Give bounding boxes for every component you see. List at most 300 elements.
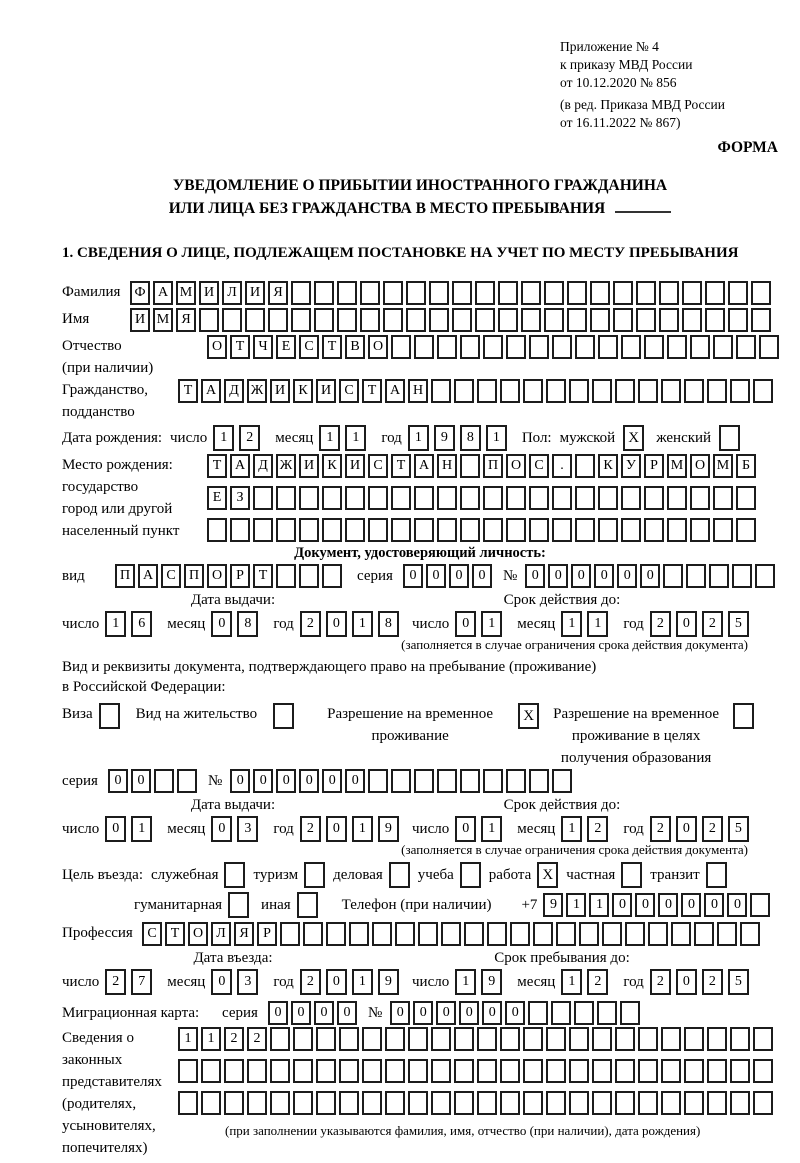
form-cell[interactable] <box>684 1091 704 1115</box>
form-cell[interactable] <box>575 454 595 478</box>
form-cell[interactable]: 0 <box>436 1001 456 1025</box>
form-cell[interactable] <box>533 922 553 946</box>
form-cell[interactable] <box>523 1091 543 1115</box>
form-cell[interactable] <box>454 379 474 403</box>
form-cell[interactable] <box>385 1091 405 1115</box>
form-cell[interactable] <box>613 281 633 305</box>
form-cell[interactable]: . <box>552 454 572 478</box>
form-cell[interactable]: 3 <box>237 816 258 842</box>
form-cell[interactable] <box>638 1091 658 1115</box>
form-cell[interactable]: 0 <box>482 1001 502 1025</box>
form-cell[interactable] <box>276 518 296 542</box>
form-cell[interactable] <box>750 893 770 917</box>
form-cell[interactable]: 0 <box>211 816 232 842</box>
form-cell[interactable] <box>753 1059 773 1083</box>
form-cell[interactable]: Н <box>437 454 457 478</box>
form-cell[interactable] <box>759 335 779 359</box>
form-cell[interactable] <box>483 335 503 359</box>
form-cell[interactable] <box>552 769 572 793</box>
form-cell[interactable] <box>437 486 457 510</box>
form-cell[interactable]: О <box>207 564 227 588</box>
edu-residence-checkbox[interactable] <box>733 703 754 729</box>
form-cell[interactable] <box>682 308 702 332</box>
form-cell[interactable]: З <box>230 486 250 510</box>
form-cell[interactable]: П <box>184 564 204 588</box>
form-cell[interactable] <box>615 1091 635 1115</box>
form-cell[interactable]: 0 <box>612 893 632 917</box>
form-cell[interactable]: Т <box>207 454 227 478</box>
form-cell[interactable]: 0 <box>276 769 296 793</box>
form-cell[interactable]: Ч <box>253 335 273 359</box>
form-cell[interactable] <box>523 1059 543 1083</box>
form-cell[interactable] <box>644 518 664 542</box>
form-cell[interactable] <box>454 1091 474 1115</box>
form-cell[interactable] <box>270 1027 290 1051</box>
form-cell[interactable]: Т <box>230 335 250 359</box>
form-cell[interactable] <box>316 1091 336 1115</box>
form-cell[interactable] <box>546 1091 566 1115</box>
form-cell[interactable] <box>529 486 549 510</box>
form-cell[interactable] <box>362 1091 382 1115</box>
form-cell[interactable]: 0 <box>326 816 347 842</box>
form-cell[interactable] <box>483 486 503 510</box>
form-cell[interactable]: Л <box>211 922 231 946</box>
form-cell[interactable] <box>247 1091 267 1115</box>
form-cell[interactable]: 0 <box>326 611 347 637</box>
form-cell[interactable] <box>736 486 756 510</box>
temp-residence-checkbox[interactable]: X <box>518 703 539 729</box>
form-cell[interactable] <box>592 379 612 403</box>
purpose-humanitarian-checkbox[interactable] <box>228 892 249 918</box>
form-cell[interactable] <box>339 1059 359 1083</box>
form-cell[interactable]: М <box>713 454 733 478</box>
form-cell[interactable] <box>475 281 495 305</box>
form-cell[interactable] <box>730 1091 750 1115</box>
form-cell[interactable] <box>293 1027 313 1051</box>
form-cell[interactable] <box>487 922 507 946</box>
form-cell[interactable]: 1 <box>213 425 234 451</box>
form-cell[interactable]: 2 <box>247 1027 267 1051</box>
form-cell[interactable] <box>661 1059 681 1083</box>
form-cell[interactable] <box>707 1091 727 1115</box>
form-cell[interactable] <box>523 1027 543 1051</box>
form-cell[interactable] <box>460 486 480 510</box>
form-cell[interactable] <box>551 1001 571 1025</box>
form-cell[interactable]: С <box>339 379 359 403</box>
form-cell[interactable]: 1 <box>319 425 340 451</box>
form-cell[interactable] <box>569 379 589 403</box>
form-cell[interactable]: 1 <box>201 1027 221 1051</box>
form-cell[interactable]: Т <box>362 379 382 403</box>
form-cell[interactable]: 0 <box>455 611 476 637</box>
form-cell[interactable]: 1 <box>352 969 373 995</box>
form-cell[interactable] <box>506 518 526 542</box>
form-cell[interactable]: С <box>161 564 181 588</box>
form-cell[interactable]: 2 <box>587 816 608 842</box>
form-cell[interactable]: 0 <box>571 564 591 588</box>
form-cell[interactable] <box>567 308 587 332</box>
form-cell[interactable] <box>751 308 771 332</box>
form-cell[interactable] <box>293 1059 313 1083</box>
form-cell[interactable]: 0 <box>253 769 273 793</box>
form-cell[interactable]: 2 <box>650 969 671 995</box>
form-cell[interactable]: 1 <box>131 816 152 842</box>
form-cell[interactable] <box>590 308 610 332</box>
form-cell[interactable] <box>736 518 756 542</box>
form-cell[interactable] <box>431 1059 451 1083</box>
purpose-transit-checkbox[interactable] <box>706 862 727 888</box>
form-cell[interactable]: С <box>529 454 549 478</box>
form-cell[interactable] <box>690 518 710 542</box>
form-cell[interactable]: У <box>621 454 641 478</box>
form-cell[interactable] <box>506 486 526 510</box>
form-cell[interactable] <box>201 1091 221 1115</box>
form-cell[interactable] <box>521 308 541 332</box>
form-cell[interactable]: 0 <box>681 893 701 917</box>
form-cell[interactable]: 6 <box>131 611 152 637</box>
form-cell[interactable] <box>383 308 403 332</box>
form-cell[interactable] <box>222 308 242 332</box>
form-cell[interactable] <box>418 922 438 946</box>
form-cell[interactable]: И <box>299 454 319 478</box>
form-cell[interactable] <box>385 1059 405 1083</box>
form-cell[interactable] <box>360 281 380 305</box>
form-cell[interactable] <box>500 1059 520 1083</box>
form-cell[interactable] <box>431 1091 451 1115</box>
form-cell[interactable] <box>713 335 733 359</box>
form-cell[interactable] <box>730 379 750 403</box>
form-cell[interactable] <box>326 922 346 946</box>
form-cell[interactable]: 1 <box>455 969 476 995</box>
form-cell[interactable] <box>707 379 727 403</box>
form-cell[interactable]: 2 <box>300 611 321 637</box>
form-cell[interactable]: О <box>690 454 710 478</box>
form-cell[interactable] <box>199 308 219 332</box>
form-cell[interactable]: О <box>207 335 227 359</box>
form-cell[interactable]: Я <box>176 308 196 332</box>
form-cell[interactable] <box>592 1091 612 1115</box>
form-cell[interactable]: 2 <box>650 611 671 637</box>
form-cell[interactable]: 0 <box>211 969 232 995</box>
form-cell[interactable] <box>620 1001 640 1025</box>
form-cell[interactable]: 0 <box>459 1001 479 1025</box>
form-cell[interactable] <box>546 1059 566 1083</box>
form-cell[interactable] <box>299 486 319 510</box>
form-cell[interactable] <box>638 1059 658 1083</box>
form-cell[interactable] <box>636 281 656 305</box>
form-cell[interactable] <box>224 1091 244 1115</box>
form-cell[interactable] <box>644 335 664 359</box>
form-cell[interactable] <box>452 281 472 305</box>
form-cell[interactable]: 0 <box>525 564 545 588</box>
form-cell[interactable] <box>460 454 480 478</box>
form-cell[interactable] <box>569 1059 589 1083</box>
form-cell[interactable]: Т <box>322 335 342 359</box>
form-cell[interactable] <box>621 335 641 359</box>
form-cell[interactable]: П <box>115 564 135 588</box>
form-cell[interactable] <box>690 486 710 510</box>
form-cell[interactable]: 1 <box>486 425 507 451</box>
form-cell[interactable]: Р <box>230 564 250 588</box>
form-cell[interactable] <box>299 564 319 588</box>
form-cell[interactable] <box>385 1027 405 1051</box>
form-cell[interactable] <box>753 1091 773 1115</box>
form-cell[interactable] <box>460 518 480 542</box>
form-cell[interactable] <box>556 922 576 946</box>
form-cell[interactable] <box>592 1059 612 1083</box>
form-cell[interactable] <box>602 922 622 946</box>
form-cell[interactable]: 2 <box>239 425 260 451</box>
form-cell[interactable]: Н <box>408 379 428 403</box>
form-cell[interactable]: 2 <box>224 1027 244 1051</box>
form-cell[interactable] <box>441 922 461 946</box>
form-cell[interactable] <box>615 1027 635 1051</box>
form-cell[interactable] <box>707 1027 727 1051</box>
form-cell[interactable] <box>345 486 365 510</box>
form-cell[interactable] <box>293 1091 313 1115</box>
purpose-study-checkbox[interactable] <box>460 862 481 888</box>
form-cell[interactable] <box>270 1091 290 1115</box>
form-cell[interactable] <box>575 335 595 359</box>
form-cell[interactable]: 0 <box>426 564 446 588</box>
form-cell[interactable] <box>667 486 687 510</box>
form-cell[interactable]: Р <box>257 922 277 946</box>
form-cell[interactable]: 8 <box>378 611 399 637</box>
form-cell[interactable] <box>529 518 549 542</box>
form-cell[interactable]: С <box>142 922 162 946</box>
form-cell[interactable]: 0 <box>230 769 250 793</box>
form-cell[interactable] <box>498 281 518 305</box>
form-cell[interactable] <box>709 564 729 588</box>
form-cell[interactable]: 1 <box>481 611 502 637</box>
form-cell[interactable] <box>552 518 572 542</box>
form-cell[interactable] <box>303 922 323 946</box>
form-cell[interactable] <box>454 1059 474 1083</box>
form-cell[interactable]: И <box>345 454 365 478</box>
form-cell[interactable] <box>437 769 457 793</box>
form-cell[interactable] <box>477 1027 497 1051</box>
form-cell[interactable] <box>460 769 480 793</box>
form-cell[interactable]: 1 <box>352 816 373 842</box>
purpose-tourism-checkbox[interactable] <box>304 862 325 888</box>
form-cell[interactable]: Ф <box>130 281 150 305</box>
form-cell[interactable]: С <box>368 454 388 478</box>
form-cell[interactable] <box>684 379 704 403</box>
form-cell[interactable] <box>429 281 449 305</box>
form-cell[interactable] <box>391 518 411 542</box>
form-cell[interactable] <box>362 1059 382 1083</box>
sex-male-checkbox[interactable]: X <box>623 425 644 451</box>
form-cell[interactable]: 0 <box>345 769 365 793</box>
residence-permit-checkbox[interactable] <box>273 703 294 729</box>
form-cell[interactable]: 9 <box>378 816 399 842</box>
form-cell[interactable]: Ж <box>247 379 267 403</box>
form-cell[interactable] <box>177 769 197 793</box>
form-cell[interactable]: 1 <box>589 893 609 917</box>
visa-checkbox[interactable] <box>99 703 120 729</box>
form-cell[interactable] <box>339 1027 359 1051</box>
form-cell[interactable]: 2 <box>300 816 321 842</box>
form-cell[interactable] <box>276 486 296 510</box>
form-cell[interactable] <box>337 281 357 305</box>
form-cell[interactable] <box>414 335 434 359</box>
form-cell[interactable]: 0 <box>403 564 423 588</box>
form-cell[interactable] <box>349 922 369 946</box>
form-cell[interactable]: 1 <box>345 425 366 451</box>
form-cell[interactable]: 1 <box>408 425 429 451</box>
form-cell[interactable] <box>276 564 296 588</box>
sex-female-checkbox[interactable] <box>719 425 740 451</box>
form-cell[interactable] <box>454 1027 474 1051</box>
form-cell[interactable] <box>613 308 633 332</box>
form-cell[interactable] <box>368 486 388 510</box>
form-cell[interactable]: 0 <box>322 769 342 793</box>
form-cell[interactable]: 0 <box>727 893 747 917</box>
form-cell[interactable] <box>391 486 411 510</box>
form-cell[interactable] <box>345 518 365 542</box>
form-cell[interactable] <box>207 518 227 542</box>
form-cell[interactable] <box>544 281 564 305</box>
form-cell[interactable] <box>316 1059 336 1083</box>
form-cell[interactable] <box>740 922 760 946</box>
form-cell[interactable] <box>728 308 748 332</box>
form-cell[interactable]: Т <box>165 922 185 946</box>
form-cell[interactable] <box>431 379 451 403</box>
form-cell[interactable]: А <box>230 454 250 478</box>
form-cell[interactable]: Е <box>276 335 296 359</box>
form-cell[interactable]: 0 <box>594 564 614 588</box>
form-cell[interactable]: Е <box>207 486 227 510</box>
form-cell[interactable]: 7 <box>131 969 152 995</box>
form-cell[interactable] <box>682 281 702 305</box>
form-cell[interactable]: 3 <box>237 969 258 995</box>
form-cell[interactable]: 8 <box>237 611 258 637</box>
form-cell[interactable] <box>528 1001 548 1025</box>
form-cell[interactable] <box>686 564 706 588</box>
form-cell[interactable]: К <box>293 379 313 403</box>
form-cell[interactable]: М <box>176 281 196 305</box>
form-cell[interactable]: 2 <box>702 969 723 995</box>
form-cell[interactable] <box>322 486 342 510</box>
form-cell[interactable] <box>705 308 725 332</box>
form-cell[interactable]: 0 <box>131 769 151 793</box>
purpose-work-checkbox[interactable]: X <box>537 862 558 888</box>
form-cell[interactable]: Т <box>391 454 411 478</box>
form-cell[interactable] <box>429 308 449 332</box>
purpose-other-checkbox[interactable] <box>297 892 318 918</box>
form-cell[interactable] <box>322 564 342 588</box>
form-cell[interactable]: 0 <box>413 1001 433 1025</box>
form-cell[interactable] <box>253 518 273 542</box>
form-cell[interactable] <box>659 281 679 305</box>
form-cell[interactable]: 1 <box>561 969 582 995</box>
form-cell[interactable] <box>707 1059 727 1083</box>
form-cell[interactable] <box>500 1091 520 1115</box>
form-cell[interactable] <box>408 1027 428 1051</box>
form-cell[interactable]: 0 <box>548 564 568 588</box>
form-cell[interactable] <box>638 1027 658 1051</box>
form-cell[interactable]: 0 <box>337 1001 357 1025</box>
form-cell[interactable]: И <box>270 379 290 403</box>
form-cell[interactable]: 0 <box>299 769 319 793</box>
form-cell[interactable]: 0 <box>676 611 697 637</box>
form-cell[interactable]: Д <box>224 379 244 403</box>
form-cell[interactable] <box>644 486 664 510</box>
form-cell[interactable]: 1 <box>481 816 502 842</box>
form-cell[interactable] <box>414 486 434 510</box>
purpose-business-checkbox[interactable] <box>224 862 245 888</box>
form-cell[interactable]: 0 <box>455 816 476 842</box>
form-cell[interactable] <box>460 335 480 359</box>
form-cell[interactable] <box>544 308 564 332</box>
form-cell[interactable] <box>684 1027 704 1051</box>
form-cell[interactable]: 2 <box>650 816 671 842</box>
purpose-commercial-checkbox[interactable] <box>389 862 410 888</box>
form-cell[interactable] <box>431 1027 451 1051</box>
form-cell[interactable] <box>339 1091 359 1115</box>
form-cell[interactable] <box>391 335 411 359</box>
form-cell[interactable]: 1 <box>178 1027 198 1051</box>
form-cell[interactable]: 0 <box>105 816 126 842</box>
form-cell[interactable]: А <box>385 379 405 403</box>
form-cell[interactable] <box>322 518 342 542</box>
form-cell[interactable] <box>506 769 526 793</box>
form-cell[interactable] <box>598 486 618 510</box>
form-cell[interactable] <box>483 769 503 793</box>
form-cell[interactable]: И <box>130 308 150 332</box>
form-cell[interactable] <box>253 486 273 510</box>
form-cell[interactable]: Т <box>253 564 273 588</box>
form-cell[interactable] <box>690 335 710 359</box>
form-cell[interactable] <box>245 308 265 332</box>
form-cell[interactable]: И <box>245 281 265 305</box>
form-cell[interactable] <box>625 922 645 946</box>
form-cell[interactable] <box>717 922 737 946</box>
form-cell[interactable] <box>314 308 334 332</box>
form-cell[interactable]: 5 <box>728 611 749 637</box>
form-cell[interactable]: Б <box>736 454 756 478</box>
form-cell[interactable] <box>574 1001 594 1025</box>
form-cell[interactable] <box>464 922 484 946</box>
form-cell[interactable] <box>337 308 357 332</box>
form-cell[interactable] <box>395 922 415 946</box>
form-cell[interactable] <box>590 281 610 305</box>
form-cell[interactable] <box>500 379 520 403</box>
form-cell[interactable] <box>529 335 549 359</box>
form-cell[interactable] <box>270 1059 290 1083</box>
form-cell[interactable] <box>437 518 457 542</box>
form-cell[interactable] <box>154 769 174 793</box>
form-cell[interactable]: М <box>667 454 687 478</box>
form-cell[interactable] <box>178 1059 198 1083</box>
form-cell[interactable] <box>362 1027 382 1051</box>
form-cell[interactable]: 1 <box>105 611 126 637</box>
form-cell[interactable]: 0 <box>390 1001 410 1025</box>
form-cell[interactable]: 0 <box>268 1001 288 1025</box>
form-cell[interactable] <box>414 518 434 542</box>
form-cell[interactable]: К <box>322 454 342 478</box>
form-cell[interactable] <box>598 518 618 542</box>
form-cell[interactable] <box>280 922 300 946</box>
form-cell[interactable] <box>500 1027 520 1051</box>
form-cell[interactable]: 8 <box>460 425 481 451</box>
form-cell[interactable] <box>506 335 526 359</box>
form-cell[interactable]: О <box>506 454 526 478</box>
form-cell[interactable] <box>667 518 687 542</box>
form-cell[interactable]: М <box>153 308 173 332</box>
form-cell[interactable] <box>615 1059 635 1083</box>
form-cell[interactable] <box>638 379 658 403</box>
